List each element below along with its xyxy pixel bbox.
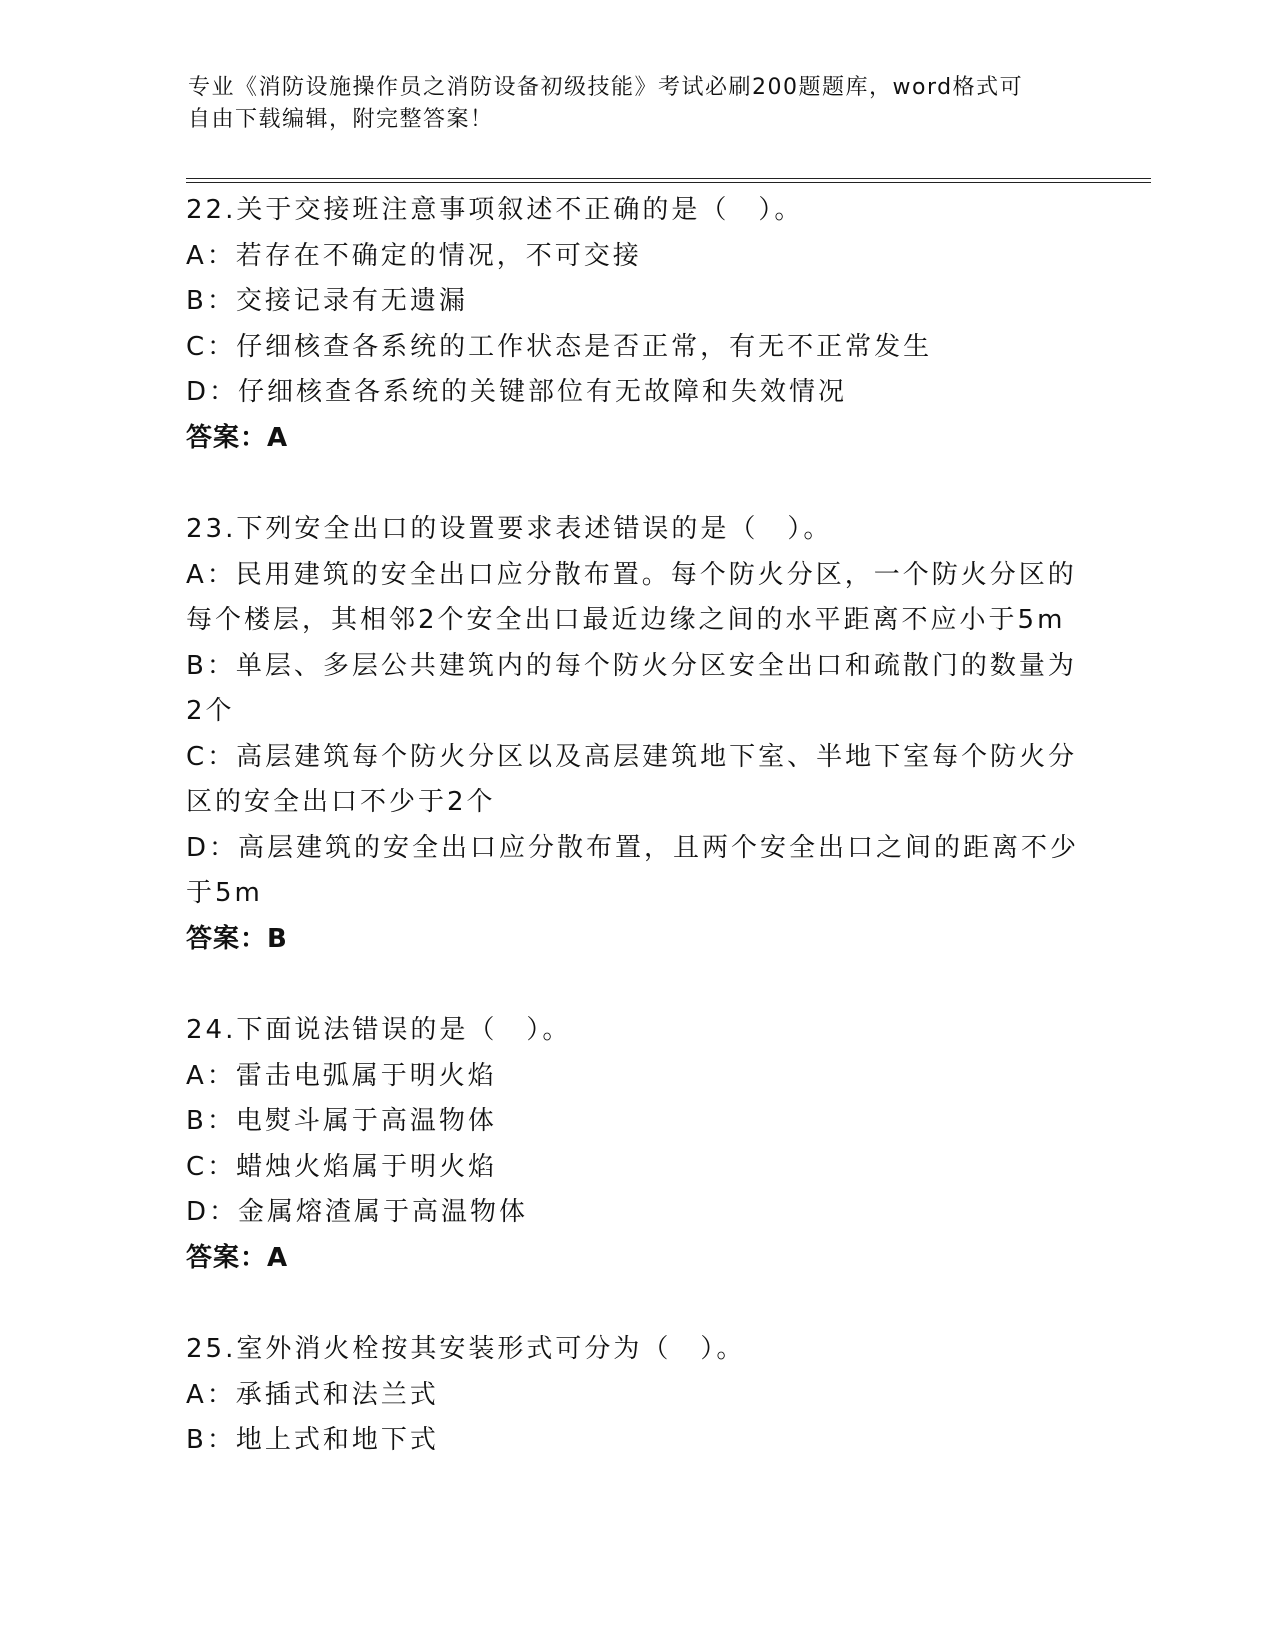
header-divider-top [186, 178, 1151, 179]
option-c-continued: 区的安全出口不少于2个 [186, 787, 496, 817]
option-d: D：金属熔渣属于高温物体 [186, 1197, 529, 1227]
option-a: A：民用建筑的安全出口应分散布置。每个防火分区，一个防火分区的 [186, 559, 1077, 590]
header-line-1: 专业《消防设施操作员之消防设备初级技能》考试必刷200题题库，word格式可 [188, 75, 1024, 100]
question-24 [186, 1008, 1086, 1281]
question-25 [186, 1327, 1086, 1464]
answer: 答案：A [186, 1242, 289, 1273]
header-line-2: 自由下载编辑，附完整答案！ [188, 107, 494, 132]
option-a-continued: 每个楼层，其相邻2个安全出口最近边缘之间的水平距离不应小于5m [186, 605, 1066, 635]
option-d: D：仔细核查各系统的关键部位有无故障和失效情况 [186, 377, 848, 407]
option-b-continued: 2个 [186, 696, 235, 726]
answer: 答案：A [186, 422, 289, 453]
question-stem: 22.关于交接班注意事项叙述不正确的是（ ）。 [186, 195, 804, 225]
page-header [188, 72, 1068, 136]
option-a: A：若存在不确定的情况，不可交接 [186, 240, 642, 271]
option-d-continued: 于5m [186, 878, 263, 908]
question-stem: 25.室外消火栓按其安装形式可分为（ ）。 [186, 1334, 746, 1364]
question-list [186, 188, 1086, 1510]
option-b: B：交接记录有无遗漏 [186, 286, 468, 316]
question-22 [186, 188, 1086, 461]
option-c: C：仔细核查各系统的工作状态是否正常，有无不正常发生 [186, 331, 933, 362]
option-b: B：电熨斗属于高温物体 [186, 1106, 497, 1136]
question-23 [186, 507, 1086, 962]
option-a: A：承插式和法兰式 [186, 1379, 439, 1410]
question-stem: 23.下列安全出口的设置要求表述错误的是（ ）。 [186, 514, 833, 544]
option-a: A：雷击电弧属于明火焰 [186, 1060, 497, 1091]
option-c: C：高层建筑每个防火分区以及高层建筑地下室、半地下室每个防火分 [186, 741, 1078, 772]
option-b: B：单层、多层公共建筑内的每个防火分区安全出口和疏散门的数量为 [186, 650, 1077, 681]
option-c: C：蜡烛火焰属于明火焰 [186, 1151, 498, 1182]
answer: 答案：B [186, 923, 288, 954]
option-b: B：地上式和地下式 [186, 1425, 439, 1455]
question-stem: 24.下面说法错误的是（ ）。 [186, 1015, 572, 1045]
option-d: D：高层建筑的安全出口应分散布置，且两个安全出口之间的距离不少 [186, 832, 1080, 863]
header-divider-bottom [186, 182, 1151, 183]
